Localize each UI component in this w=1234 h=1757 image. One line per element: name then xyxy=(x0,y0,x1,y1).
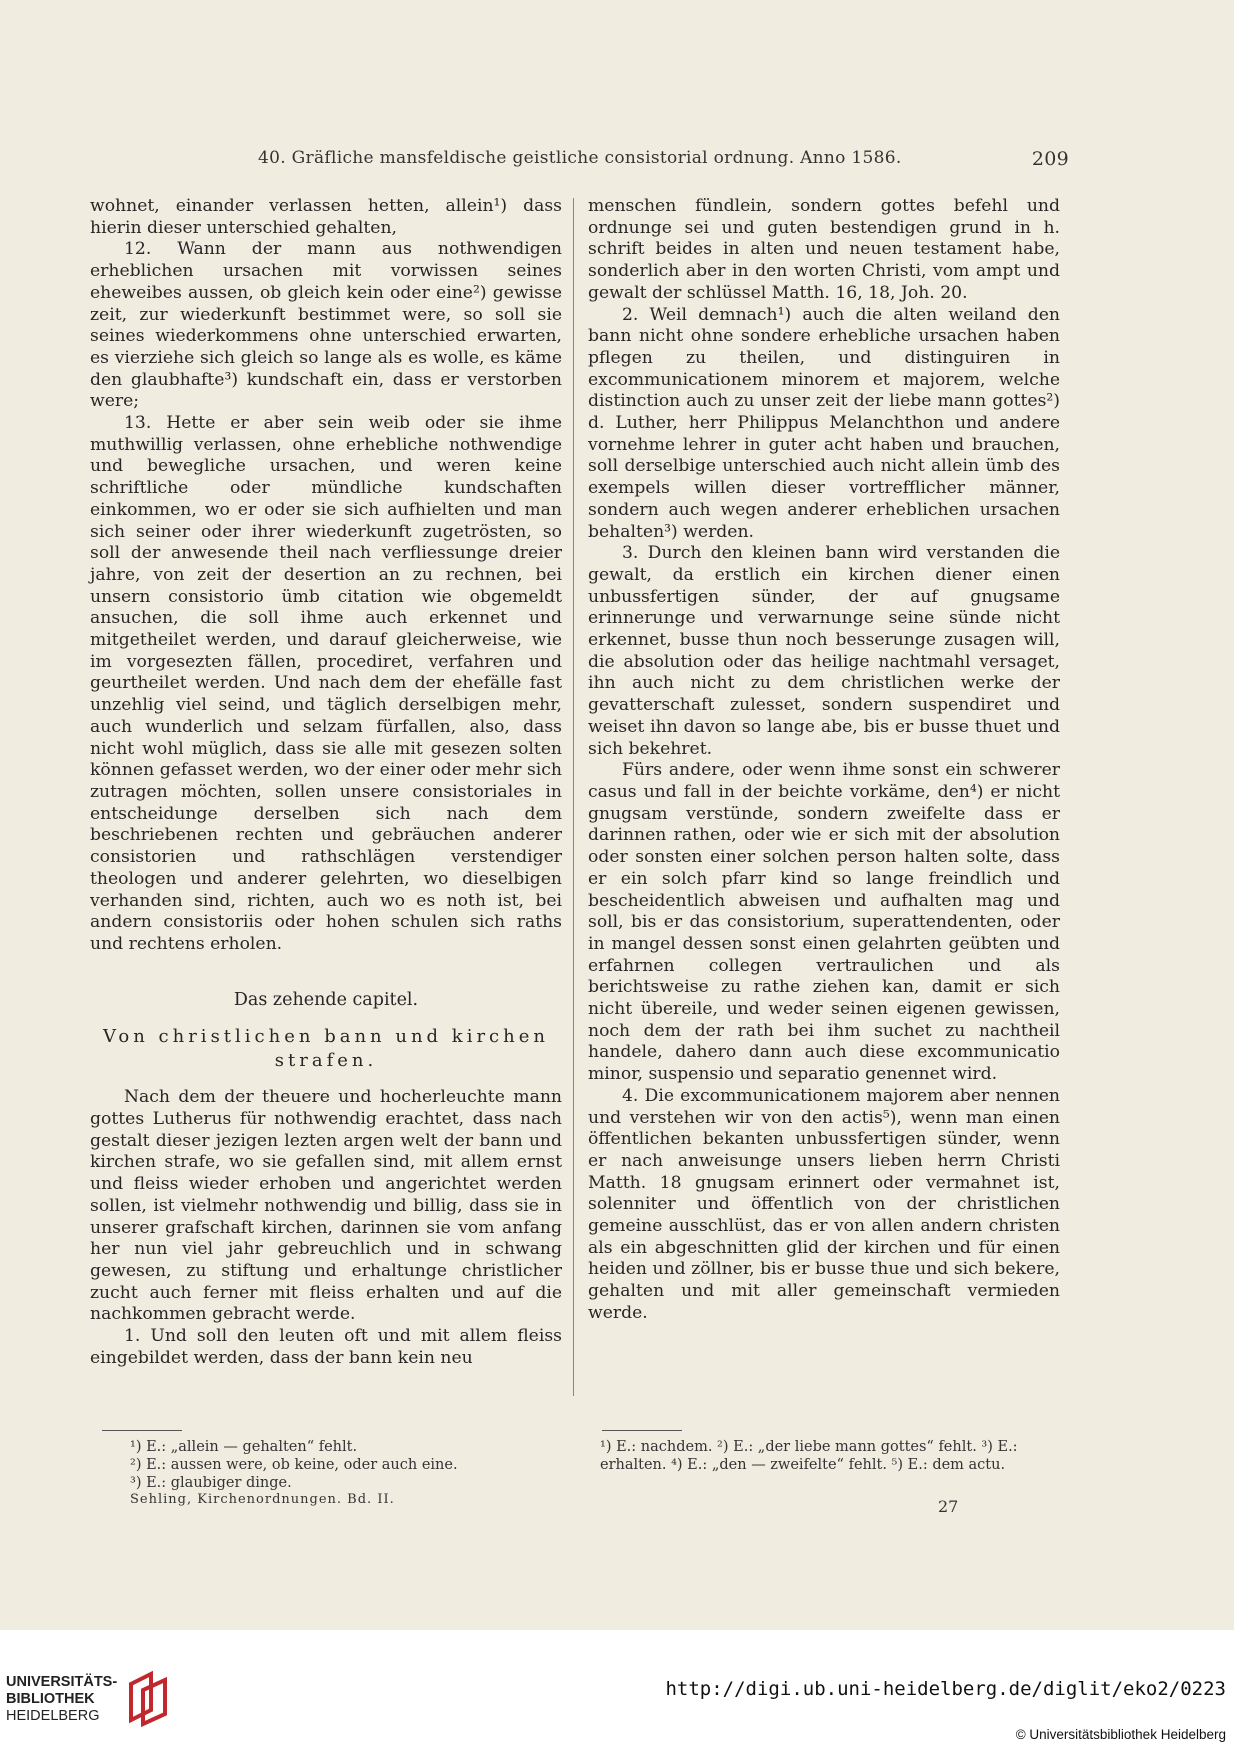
right-column xyxy=(588,196,1060,1325)
footnote-rule-right xyxy=(602,1430,682,1431)
logo-line: HEIDELBERG xyxy=(6,1708,100,1724)
permalink-url[interactable]: http://digi.ub.uni-heidelberg.de/diglit/eko2/0223 xyxy=(665,1678,1226,1700)
column-divider xyxy=(573,198,574,1396)
library-logo-icon[interactable] xyxy=(123,1668,173,1728)
footnote: ¹) E.: „allein — gehalten“ fehlt. xyxy=(130,1439,358,1455)
paragraph: Fürs andere, oder wenn ihme sonst ein schwerer casus und fall in der beichte vorkäme, den⁴) er nicht gnugsam verstünde, sondern zweifelte dass er darinnen rathen, oder wie er sich mit der absolution oder sonsten einer solchen person halten solte, dass er ein solch pfarr kind so lange freindlich und bescheidentlich abweisen und aufhalten mag und soll, bis er das consistorium, superattendenten, oder in mangel dessen sonst einen gelahrten geübten und erfahrnen collegen vertraulichen und als berichtsweise zu rathe ziehen kan, damit er sich nicht übereile, und weder seinen eigenen gewissen, noch dem der rath bei ihm suchet zu nachtheil handele, dahero dann auch diese excommunicatio minor, suspensio und separatio genennet wird. xyxy=(588,760,1060,1085)
chapter-number: Das zehende capitel. xyxy=(233,989,419,1010)
paragraph: 2. Weil demnach¹) auch die alten weiland den bann nicht ohne sondere erhebliche ursachen haben pflegen zu theilen, und distinguiren in excommunicationem minorem et majorem, welche distinction auch zu unser zeit der liebe mann gottes²) d. Luther, herr Philippus Melanchthon und andere vornehme lehrer in guter acht haben und brauchen, soll derselbige unterschied auch nicht allein ümb des exempels willen dieser vortrefflicher männer, sondern auch wegen anderer erheblichen ursachen behalten³) werden. xyxy=(588,304,1060,542)
paragraph: menschen fündlein, sondern gottes befehl und ordnunge sei und guten bestendigen grund in h. schrift beides in alten und neuen testament habe, sonderlich aber in den worten Christi, vom ampt und gewalt der schlüssel Matth. 16, 18, Joh. 20. xyxy=(588,196,1060,303)
paragraph: 4. Die excommunicationem majorem aber nennen und verstehen wir von den actis⁵), wenn man einen öffentlichen bekanten unbussfertigen sünder, wenn er nach anweisunge unsers lieben herrn Christi Matth. 18 gnugsam erinnert oder vermahnet ist, solenniter und öffentlich von der christlichen gemeine ausschlüst, das er von allen andern christen als ein abgeschnitten glid der kirchen und für einen heiden und zöllner, bis er busse thue und sich bekere, gehalten und mit aller gemeinschaft vermieden werde. xyxy=(588,1085,1060,1323)
logo-line: UNIVERSITÄTS- xyxy=(6,1674,118,1690)
page-number: 209 xyxy=(1031,148,1069,170)
left-column xyxy=(90,196,562,1369)
paragraph: 3. Durch den kleinen bann wird verstanden die gewalt, da erstlich ein kirchen diener einen unbussfertigen sünder, der auf gnugsame erinnerunge und verwarnunge seine sünde nicht erkennet, busse thun noch besserunge zusagen will, die absolution oder das heilige nachtmahl versaget, ihn auch nicht zu dem christlichen werke der gevatterschaft zulesset, sondern suspendiret und weiset ihn davon so lange abe, bis er busse thuet und sich bekehret. xyxy=(588,543,1060,759)
chapter-heading xyxy=(90,990,562,1074)
footnote: ²) E.: aussen were, ob keine, oder auch eine. xyxy=(130,1457,458,1473)
logo-line: BIBLIOTHEK xyxy=(6,1691,95,1707)
library-banner xyxy=(0,1630,1234,1757)
paragraph: 1. Und soll den leuten oft und mit allem fleiss eingebildet werden, dass der bann kein neu xyxy=(90,1326,562,1368)
page-header-title: 40. Gräfliche mansfeldische geistliche consistorial ordnung. Anno 1586. xyxy=(258,148,902,168)
sheet-number: 27 xyxy=(938,1497,959,1516)
paragraph: 12. Wann der mann aus nothwendigen erheblichen ursachen mit vorwissen seines eheweibes aussen, ob gleich kein oder eine²) gewisse zeit, zur wiederkunft bestimmet were, so soll sie seines wiederkommens ohne unterschied erwarten, es vierziehe sich gleich so lange als es wolle, es käme den glaubhafte³) kundschaft ein, dass er verstorben were; xyxy=(90,239,562,412)
footnotes-right xyxy=(600,1438,1070,1474)
library-logo-text xyxy=(6,1674,117,1725)
running-header xyxy=(90,148,1069,172)
signature-mark: Sehling, Kirchenordnungen. Bd. II. xyxy=(130,1492,395,1507)
paragraph: wohnet, einander verlassen hetten, allein¹) dass hierin dieser unterschied gehalten, xyxy=(90,196,562,238)
footnotes-left xyxy=(130,1438,600,1492)
copyright-notice: © Universitätsbibliothek Heidelberg xyxy=(1015,1727,1226,1742)
paragraph: Nach dem der theuere und hocherleuchte mann gottes Lutherus für nothwendig erachtet, dass nach gestalt dieser jezigen lezten argen welt der bann und kirchen strafe, wo sie gefallen sind, mit allem ernst und fleiss wieder erhoben und angerichtet werden sollen, ist vielmehr nothwendig und billig, dass sie in unserer grafschaft kirchen, darinnen sie vom anfang her nun viel jahr gebreuchlich und in schwang gewesen, zu stiftung und erhaltunge christlicher zucht auch ferner mit fleiss erhalten und auf die nachkommen gebracht werde. xyxy=(90,1087,562,1325)
footnote: ³) E.: glaubiger dinge. xyxy=(130,1475,292,1491)
footnote: ¹) E.: nachdem. ²) E.: „der liebe mann gottes“ fehlt. ³) E.: erhalten. ⁴) E.: „den — zweifelte“ fehlt. ⁵) E.: dem actu. xyxy=(600,1439,1018,1473)
footnote-rule-left xyxy=(102,1430,182,1431)
chapter-title: Von christlichen bann und kirchen strafen. xyxy=(103,1026,549,1072)
paragraph: 13. Hette er aber sein weib oder sie ihme muthwillig verlassen, ohne erhebliche nothwendige und bewegliche ursachen, und weren keine schriftliche oder mündliche kundschaften einkommen, wo er oder sie sich aufhielten und man sich seiner oder ihrer wiederkunft zugetrösten, so soll der anwesende theil nach verfliessunge dreier jahre, von zeit der desertion an zu rechnen, bei unsern consistorio ümb citation wie obgemeldt ansuchen, die soll ihme auch erkennet und mitgetheilet werden, und darauf gleicherweise, wie im vorgesezten fällen, procediret, verfahren und geurtheilet werden. Und nach dem der ehefälle fast unzehlig viel seind, und täglich derselbigen mehr, auch wunderlich und selzam fürfallen, also, dass nicht wohl müglich, dass sie alle mit gesezen solten können gefasset werden, wo der einer oder mehr sich zutragen möchten, sollen unsere consistoriales in entscheidunge derselben sich nach dem beschriebenen rechten und gebräuchen anderer consistorien und rathschlägen verstendiger theologen und anderer gelehrten, wo dieselbigen verhanden sind, richten, auch wo es noth ist, bei andern consistoriis oder hohen schulen sich raths und rechtens erholen. xyxy=(90,413,562,954)
